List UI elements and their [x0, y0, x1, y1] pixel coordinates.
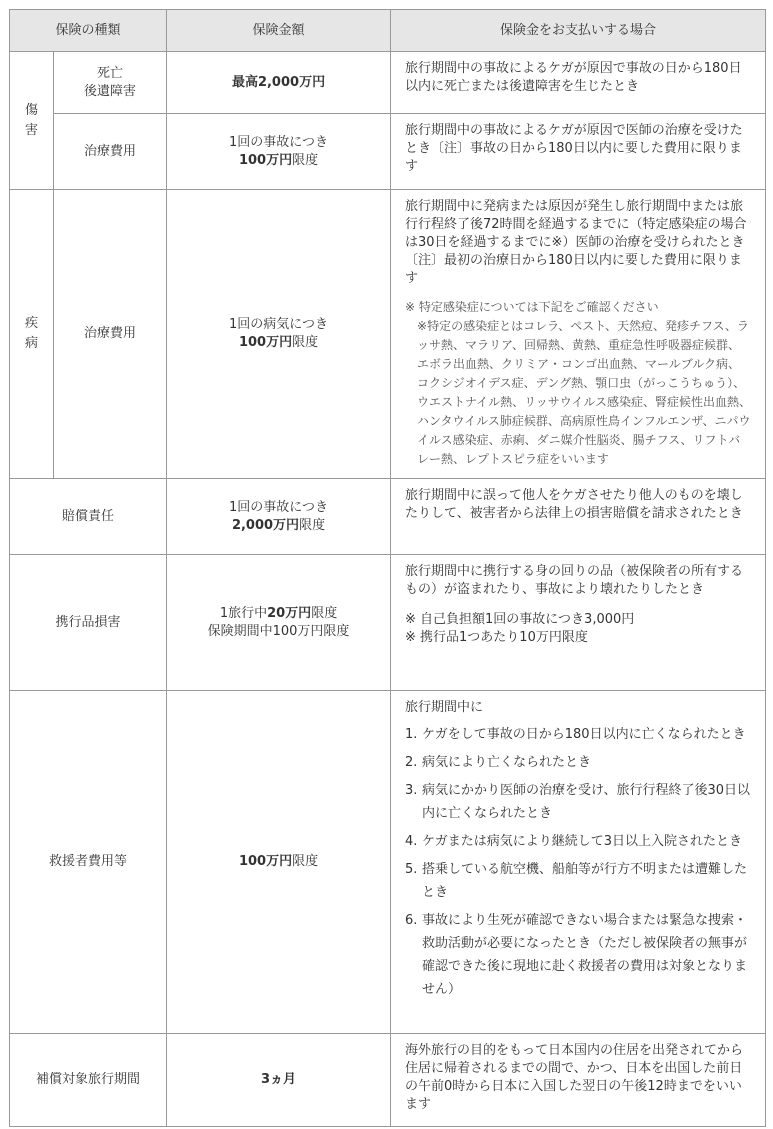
- rescue-case-item-number: 6.: [405, 913, 418, 928]
- rescue-case: [391, 691, 766, 1034]
- rescue-amount-suffix: 限度: [292, 854, 319, 869]
- rescue-case-item: [405, 751, 751, 774]
- period-label: 補償対象旅行期間: [10, 1034, 167, 1127]
- injury-death-label: [54, 52, 167, 114]
- rescue-case-item: [405, 830, 751, 853]
- header-type: 保険の種類: [10, 10, 167, 52]
- illness-amount-line1: 1回の病気につき: [229, 317, 329, 332]
- baggage-label: 携行品損害: [10, 555, 167, 691]
- rescue-case-item-text: 搭乗している航空機、船舶等が行方不明または遭難したとき: [422, 862, 748, 900]
- illness-group-label: 疾病: [10, 190, 54, 479]
- rescue-case-item: [405, 909, 751, 1001]
- injury-death-amount: 最高2,000万円: [167, 52, 391, 114]
- liability-amount-line1: 1回の事故につき: [229, 499, 329, 515]
- illness-row: [10, 190, 766, 479]
- illness-note-head: ※ 特定感染症については下記をご確認ください: [405, 300, 659, 314]
- rescue-case-item-text: ケガをして事故の日から180日以内に亡くなられたとき: [422, 727, 746, 742]
- liability-amount-suffix: 限度: [299, 517, 326, 533]
- illness-case-text: 旅行期間中に発病または原因が発生し旅行期間中または旅行行程終了後72時間を経過するまでに（特定感染症の場合は30日を経過するまでに※）医師の治療を受けられたとき〔注〕最初の治療日から180日以内に要した費用に限ります: [405, 199, 747, 286]
- liability-row: [10, 479, 766, 555]
- baggage-amount-prefix: 1旅行中: [219, 605, 268, 621]
- illness-case: [391, 190, 766, 479]
- injury-death-case: [391, 52, 766, 114]
- rescue-case-intro: 旅行期間中に: [405, 700, 484, 715]
- rescue-row: [10, 691, 766, 1034]
- illness-amount-suffix: 限度: [292, 335, 319, 350]
- rescue-case-item-text: 病気にかかり医師の治療を受け、旅行行程終了後30日以内に亡くなられたとき: [422, 783, 751, 821]
- rescue-case-item-number: 5.: [405, 862, 418, 877]
- period-case: [391, 1034, 766, 1127]
- baggage-amount: [167, 555, 391, 691]
- period-row: [10, 1034, 766, 1127]
- rescue-case-item-number: 2.: [405, 755, 418, 770]
- rescue-case-item: [405, 723, 751, 746]
- rescue-case-item-text: ケガまたは病気により継続して3日以上入院されたとき: [422, 834, 743, 849]
- rescue-case-list: [405, 723, 751, 1001]
- baggage-amount-suffix: 限度: [311, 605, 338, 621]
- rescue-amount: [167, 691, 391, 1034]
- baggage-case-text: 旅行期間中に携行する身の回りの品（被保険者の所有するもの）が盗まれたり、事故により壊れたりしたとき: [405, 564, 744, 597]
- rescue-label: 救援者費用等: [10, 691, 167, 1034]
- illness-note: [405, 298, 751, 469]
- header-amount: 保険金額: [167, 10, 391, 52]
- period-amount: 3ヵ月: [167, 1034, 391, 1127]
- rescue-case-item: [405, 779, 751, 825]
- header-case: 保険金をお支払いする場合: [391, 10, 766, 52]
- rescue-case-item: [405, 858, 751, 904]
- header-row: [10, 10, 766, 52]
- death-label-line1: 死亡: [97, 65, 124, 81]
- liability-case: [391, 479, 766, 555]
- injury-treatment-amount-value: 100万円: [238, 152, 293, 168]
- death-label-line2: 後遺障害: [84, 83, 137, 99]
- insurance-coverage-table: [9, 9, 766, 1127]
- injury-treatment-amount-line1: 1回の事故につき: [229, 134, 329, 150]
- illness-amount: [167, 190, 391, 479]
- injury-treatment-amount: [167, 114, 391, 190]
- baggage-row: [10, 555, 766, 691]
- illness-note-body: ※特定の感染症とはコレラ、ペスト、天然痘、発疹チフス、ラッサ熱、マラリア、回帰熱、黄熱、重症急性呼吸器症候群、エボラ出血熱、クリミア・コンゴ出血熱、マールブルク病、コクシジオイデス症、デング熱、顎口虫（がっこうちゅう）、ウエストナイル熱、リッサウイルス感染症、腎症候性出血熱、ハンタウイルス肺症候群、高病原性鳥インフルエンザ、ニパウイルス感染症、赤痢、ダニ媒介性脳炎、腸チフス、リフトバレー熱、レプトスピラ症をいいます: [417, 319, 751, 466]
- baggage-note-deductible: ※ 自己負担額1回の事故につき3,000円: [405, 612, 635, 627]
- rescue-case-item-number: 4.: [405, 834, 418, 849]
- liability-label: 賠償責任: [10, 479, 167, 555]
- baggage-amount-value: 20万円: [267, 605, 312, 621]
- injury-treatment-label: 治療費用: [54, 114, 167, 190]
- baggage-note-per-item: ※ 携行品1つあたり10万円限度: [405, 630, 588, 645]
- injury-death-row: [10, 52, 766, 114]
- rescue-case-item-text: 事故により生死が確認できない場合または緊急な捜索・救助活動が必要になったとき（ただし被保険者の無事が確認できた後に現地に赴く救援者の費用は対象となりません）: [422, 913, 748, 997]
- baggage-amount-line2: 保険期間中100万円限度: [207, 623, 350, 639]
- injury-treatment-amount-suffix: 限度: [292, 152, 319, 168]
- period-case-text: 海外旅行の目的をもって日本国内の住居を出発されてから住居に帰着されるまでの間で、かつ、日本を出国した前日の午前0時から日本に入国した翌日の午後12時までをいいます: [405, 1043, 744, 1112]
- liability-case-text: 旅行期間中に誤って他人をケガさせたり他人のものを壊したりして、被害者から法律上の損害賠償を請求されたとき: [405, 488, 743, 521]
- injury-treatment-case-text: 旅行期間中の事故によるケガが原因で医師の治療を受けたとき〔注〕事故の日から180日以内に要した費用に限ります: [405, 123, 743, 174]
- rescue-case-item-text: 病気により亡くなられたとき: [422, 755, 592, 770]
- illness-amount-value: 100万円: [238, 335, 293, 350]
- injury-treatment-case: [391, 114, 766, 190]
- injury-group-label: 傷害: [10, 52, 54, 190]
- injury-death-case-text: 旅行期間中の事故によるケガが原因で事故の日から180日以内に死亡または後遺障害を生じたとき: [405, 61, 742, 94]
- baggage-case: [391, 555, 766, 691]
- liability-amount-value: 2,000万円: [231, 517, 300, 533]
- rescue-case-item-number: 1.: [405, 727, 418, 742]
- rescue-case-item-number: 3.: [405, 783, 418, 798]
- liability-amount: [167, 479, 391, 555]
- illness-treatment-label: 治療費用: [54, 190, 167, 479]
- rescue-amount-value: 100万円: [238, 854, 293, 869]
- injury-treatment-row: [10, 114, 766, 190]
